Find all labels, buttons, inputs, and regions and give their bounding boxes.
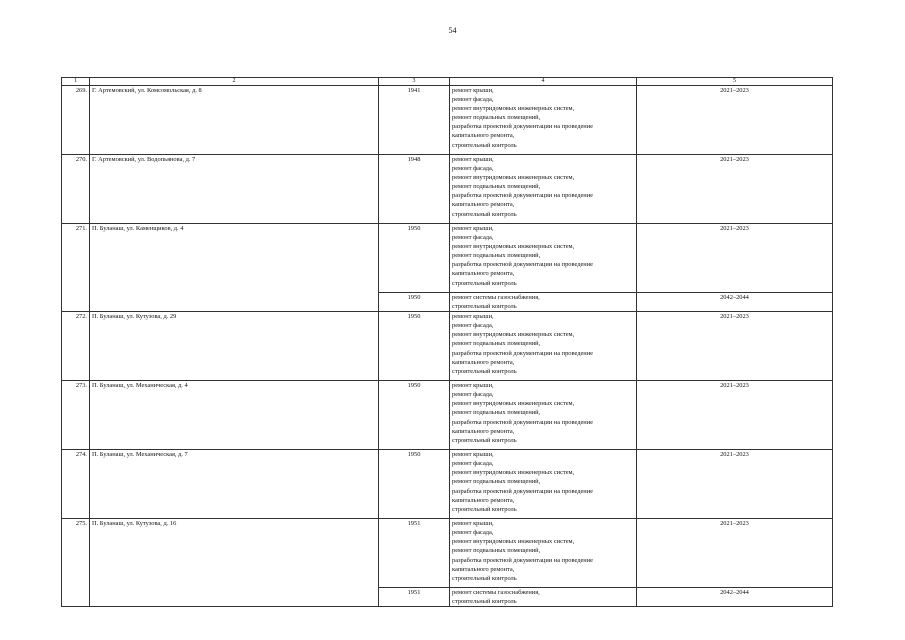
work-type-line: строительный контроль	[452, 367, 517, 375]
table-row	[62, 450, 833, 519]
work-type-line: ремонт крыши,	[452, 87, 494, 94]
work-type-line: строительный контроль	[452, 279, 517, 287]
work-type-line: разработка проектной документации на проведение	[452, 556, 593, 564]
work-type-line: капитального ремонта,	[452, 496, 515, 504]
work-types	[450, 155, 637, 224]
work-type-line: строительный контроль	[452, 598, 517, 606]
work-type-line: капитального ремонта,	[452, 565, 515, 573]
building-address: Г. Артемовский, ул. Комсомольская, д. 8	[90, 86, 379, 155]
commission-year: 1951	[379, 588, 450, 607]
column-number-row	[62, 78, 833, 86]
work-type-line: ремонт внутридомовых инженерных систем,	[452, 243, 575, 251]
repair-period: 2042–2044	[637, 293, 833, 312]
building-address: П. Буланаш, ул. Кутузова, д. 16	[90, 519, 379, 607]
work-type-line: разработка проектной документации на проведение	[452, 192, 593, 200]
work-types	[450, 86, 637, 155]
work-type-line: ремонт внутридомовых инженерных систем,	[452, 400, 575, 408]
work-type-line: строительный контроль	[452, 303, 517, 311]
repair-period: 2021–2023	[637, 450, 833, 519]
building-address: П. Буланаш, ул. Кутузова, д. 29	[90, 312, 379, 381]
work-type-line: ремонт внутридомовых инженерных систем,	[452, 331, 575, 339]
work-types	[450, 588, 637, 607]
work-type-line: ремонт подвальных помещений,	[452, 114, 541, 122]
register-body	[62, 86, 833, 607]
work-type-line: капитального ремонта,	[452, 201, 515, 209]
repair-period: 2021–2023	[637, 312, 833, 381]
work-type-line: ремонт фасада,	[452, 96, 494, 104]
work-type-line: капитального ремонта,	[452, 427, 515, 435]
row-number: 275.	[62, 519, 90, 607]
capital-repair-table	[61, 77, 833, 607]
commission-year: 1950	[379, 293, 450, 312]
work-type-line: ремонт подвальных помещений,	[452, 547, 541, 555]
work-type-line: разработка проектной документации на проведение	[452, 123, 593, 131]
work-type-line: ремонт внутридомовых инженерных систем,	[452, 174, 575, 182]
work-type-line: строительный контроль	[452, 141, 517, 149]
work-types	[450, 450, 637, 519]
row-number: 273.	[62, 381, 90, 450]
work-type-line: ремонт подвальных помещений,	[452, 183, 541, 191]
repair-period: 2021–2023	[637, 224, 833, 293]
work-types	[450, 293, 637, 312]
table-row	[62, 519, 833, 588]
commission-year: 1950	[379, 224, 450, 293]
table-row	[62, 381, 833, 450]
row-number: 271.	[62, 224, 90, 312]
commission-year: 1948	[379, 155, 450, 224]
row-number: 269.	[62, 86, 90, 155]
work-type-line: ремонт системы газоснабжения,	[452, 589, 540, 597]
work-type-line: ремонт внутридомовых инженерных систем,	[452, 469, 575, 477]
commission-year: 1951	[379, 519, 450, 588]
work-type-line: разработка проектной документации на проведение	[452, 487, 593, 495]
work-type-line: ремонт фасада,	[452, 234, 494, 242]
building-address: П. Буланаш, ул. Каменщиков, д. 4	[90, 224, 379, 312]
repair-period: 2021–2023	[637, 86, 833, 155]
work-type-line: капитального ремонта,	[452, 270, 515, 278]
column-number: 2	[90, 78, 379, 86]
work-types	[450, 312, 637, 381]
work-type-line: ремонт фасада,	[452, 322, 494, 330]
table-row	[62, 155, 833, 224]
column-number: 5	[637, 78, 833, 86]
work-type-line: капитального ремонта,	[452, 358, 515, 366]
repair-period: 2021–2023	[637, 381, 833, 450]
work-type-line: ремонт фасада,	[452, 460, 494, 468]
work-type-line: строительный контроль	[452, 436, 517, 444]
work-type-line: строительный контроль	[452, 210, 517, 218]
repair-period: 2042–2044	[637, 588, 833, 607]
work-type-line: ремонт крыши,	[452, 382, 494, 390]
work-type-line: ремонт системы газоснабжения,	[452, 294, 540, 301]
work-type-line: разработка проектной документации на проведение	[452, 261, 593, 269]
repair-period: 2021–2023	[637, 155, 833, 224]
column-number: 1	[62, 78, 90, 86]
commission-year: 1950	[379, 381, 450, 450]
commission-year: 1941	[379, 86, 450, 155]
repair-period: 2021–2023	[637, 519, 833, 588]
building-address: П. Буланаш, ул. Механическая, д. 7	[90, 450, 379, 519]
building-address: Г. Артемовский, ул. Водопьянова, д. 7	[90, 155, 379, 224]
table-row	[62, 312, 833, 381]
work-type-line: ремонт крыши,	[452, 313, 494, 321]
work-type-line: строительный контроль	[452, 574, 517, 582]
work-types	[450, 519, 637, 588]
work-type-line: ремонт фасада,	[452, 529, 494, 537]
work-type-line: ремонт крыши,	[452, 520, 494, 528]
work-type-line: капитального ремонта,	[452, 132, 515, 140]
work-type-line: ремонт подвальных помещений,	[452, 340, 541, 348]
column-number: 3	[379, 78, 450, 86]
work-type-line: ремонт крыши,	[452, 451, 494, 459]
row-number: 274.	[62, 450, 90, 519]
page-number: 54	[448, 26, 457, 35]
work-type-line: ремонт подвальных помещений,	[452, 409, 541, 417]
work-type-line: ремонт внутридомовых инженерных систем,	[452, 538, 575, 546]
table-row	[62, 86, 833, 155]
work-type-line: разработка проектной документации на проведение	[452, 349, 593, 357]
work-type-line: ремонт крыши,	[452, 156, 494, 163]
work-types	[450, 224, 637, 293]
work-type-line: строительный контроль	[452, 505, 517, 513]
table-row	[62, 224, 833, 293]
work-type-line: ремонт внутридомовых инженерных систем,	[452, 105, 575, 113]
column-number: 4	[450, 78, 637, 86]
work-type-line: ремонт подвальных помещений,	[452, 252, 541, 260]
commission-year: 1950	[379, 312, 450, 381]
work-types	[450, 381, 637, 450]
building-address: П. Буланаш, ул. Механическая, д. 4	[90, 381, 379, 450]
work-type-line: разработка проектной документации на проведение	[452, 418, 593, 426]
work-type-line: ремонт фасада,	[452, 391, 494, 399]
work-type-line: ремонт крыши,	[452, 225, 494, 232]
commission-year: 1950	[379, 450, 450, 519]
work-type-line: ремонт подвальных помещений,	[452, 478, 541, 486]
work-type-line: ремонт фасада,	[452, 165, 494, 173]
row-number: 270.	[62, 155, 90, 224]
row-number: 272.	[62, 312, 90, 381]
